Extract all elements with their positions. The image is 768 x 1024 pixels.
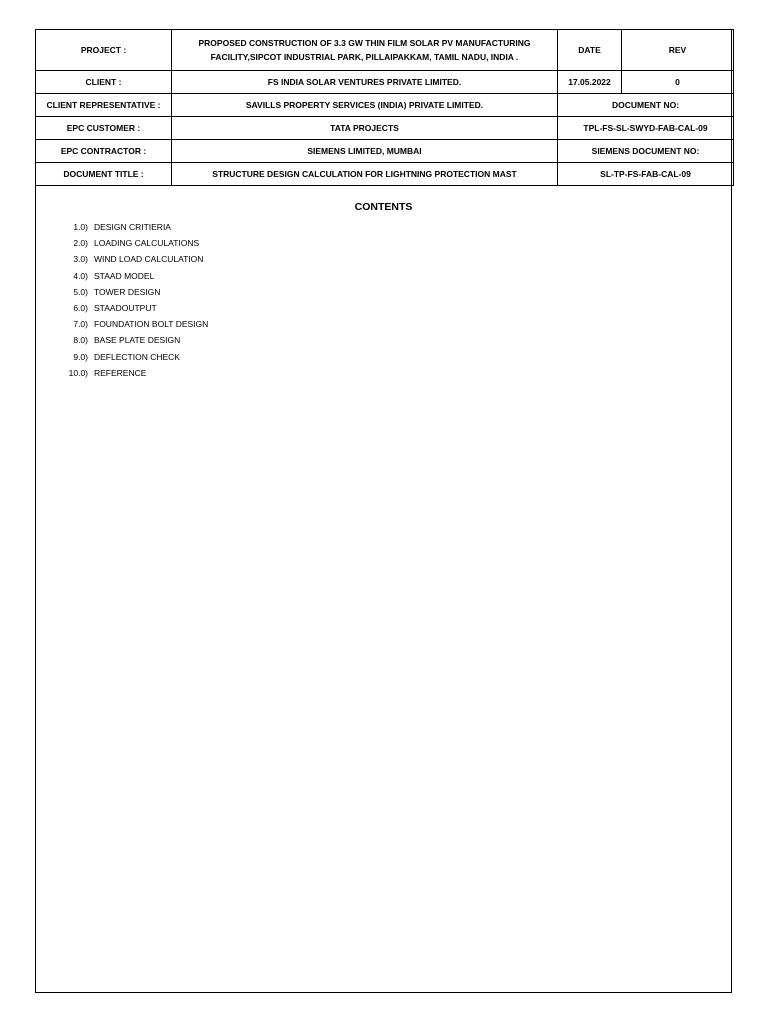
document-title-value: STRUCTURE DESIGN CALCULATION FOR LIGHTNING PROTECTION MAST: [172, 163, 558, 186]
date-value: 17.05.2022: [558, 71, 622, 94]
client-label: CLIENT :: [36, 71, 172, 94]
contents-item-number: 3.0): [73, 254, 88, 265]
project-value: [172, 30, 558, 71]
client-value: FS INDIA SOLAR VENTURES PRIVATE LIMITED.: [172, 71, 558, 94]
contents-item-number: 2.0): [73, 238, 88, 249]
contents-item: [60, 268, 208, 284]
contents-item: [60, 365, 208, 381]
contents-item-label: DESIGN CRITIERIA: [94, 222, 171, 232]
contents-item: [60, 349, 208, 365]
header-row-document-title: [36, 163, 734, 186]
contents-list: [60, 219, 208, 381]
contents-item-number: 6.0): [73, 302, 88, 313]
contents-item-number: 1.0): [73, 222, 88, 232]
contents-item: [60, 300, 208, 316]
contents-item-number: 10.0): [68, 367, 88, 378]
rev-label: REV: [622, 30, 734, 71]
contents-item-label: REFERENCE: [94, 367, 147, 378]
contents-item-number: 8.0): [73, 335, 88, 346]
contents-item-label: BASE PLATE DESIGN: [94, 335, 181, 346]
document-page: [35, 29, 732, 993]
epc-customer-value: TATA PROJECTS: [172, 117, 558, 140]
contents-item-label: TOWER DESIGN: [94, 286, 161, 297]
client-rep-label: CLIENT REPRESENTATIVE :: [36, 94, 172, 117]
contents-item: [60, 235, 208, 251]
contents-item: [60, 219, 208, 235]
contents-item: [60, 284, 208, 300]
contents-item-number: 7.0): [73, 319, 88, 330]
siemens-doc-no-value: SL-TP-FS-FAB-CAL-09: [558, 163, 734, 186]
document-no-label: DOCUMENT NO:: [558, 94, 734, 117]
project-label: PROJECT :: [36, 30, 172, 71]
header-row-project: [36, 30, 734, 71]
project-value-line2: FACILITY,SIPCOT INDUSTRIAL PARK, PILLAIPAKKAM, TAMIL NADU, INDIA .: [210, 52, 519, 62]
contents-item-label: DEFLECTION CHECK: [94, 351, 180, 362]
epc-customer-label: EPC CUSTOMER :: [36, 117, 172, 140]
contents-item-label: FOUNDATION BOLT DESIGN: [94, 319, 209, 330]
document-no-value: TPL-FS-SL-SWYD-FAB-CAL-09: [558, 117, 734, 140]
project-value-line1: PROPOSED CONSTRUCTION OF 3.3 GW THIN FILM SOLAR PV MANUFACTURING: [198, 38, 531, 48]
header-row-epc-customer: [36, 117, 734, 140]
date-label: DATE: [558, 30, 622, 71]
contents-item-number: 4.0): [73, 270, 88, 281]
epc-contractor-value: SIEMENS LIMITED, MUMBAI: [172, 140, 558, 163]
rev-value: 0: [622, 71, 734, 94]
contents-item-label: WIND LOAD CALCULATION: [94, 254, 204, 265]
header-row-epc-contractor: [36, 140, 734, 163]
contents-item-number: 5.0): [73, 286, 88, 297]
epc-contractor-label: EPC CONTRACTOR :: [36, 140, 172, 163]
contents-item: [60, 251, 208, 267]
siemens-doc-no-label: SIEMENS DOCUMENT NO:: [558, 140, 734, 163]
contents-item: [60, 316, 208, 332]
contents-item: [60, 332, 208, 348]
contents-item-label: LOADING CALCULATIONS: [94, 238, 200, 249]
contents-item-label: STAADOUTPUT: [94, 302, 157, 313]
header-row-client: [36, 71, 734, 94]
client-rep-value: SAVILLS PROPERTY SERVICES (INDIA) PRIVATE LIMITED.: [172, 94, 558, 117]
header-row-client-rep: [36, 94, 734, 117]
document-header-table: [35, 29, 734, 186]
contents-item-label: STAAD MODEL: [94, 270, 155, 281]
contents-title: CONTENTS: [354, 201, 413, 213]
contents-item-number: 9.0): [73, 351, 88, 362]
document-title-label: DOCUMENT TITLE :: [36, 163, 172, 186]
